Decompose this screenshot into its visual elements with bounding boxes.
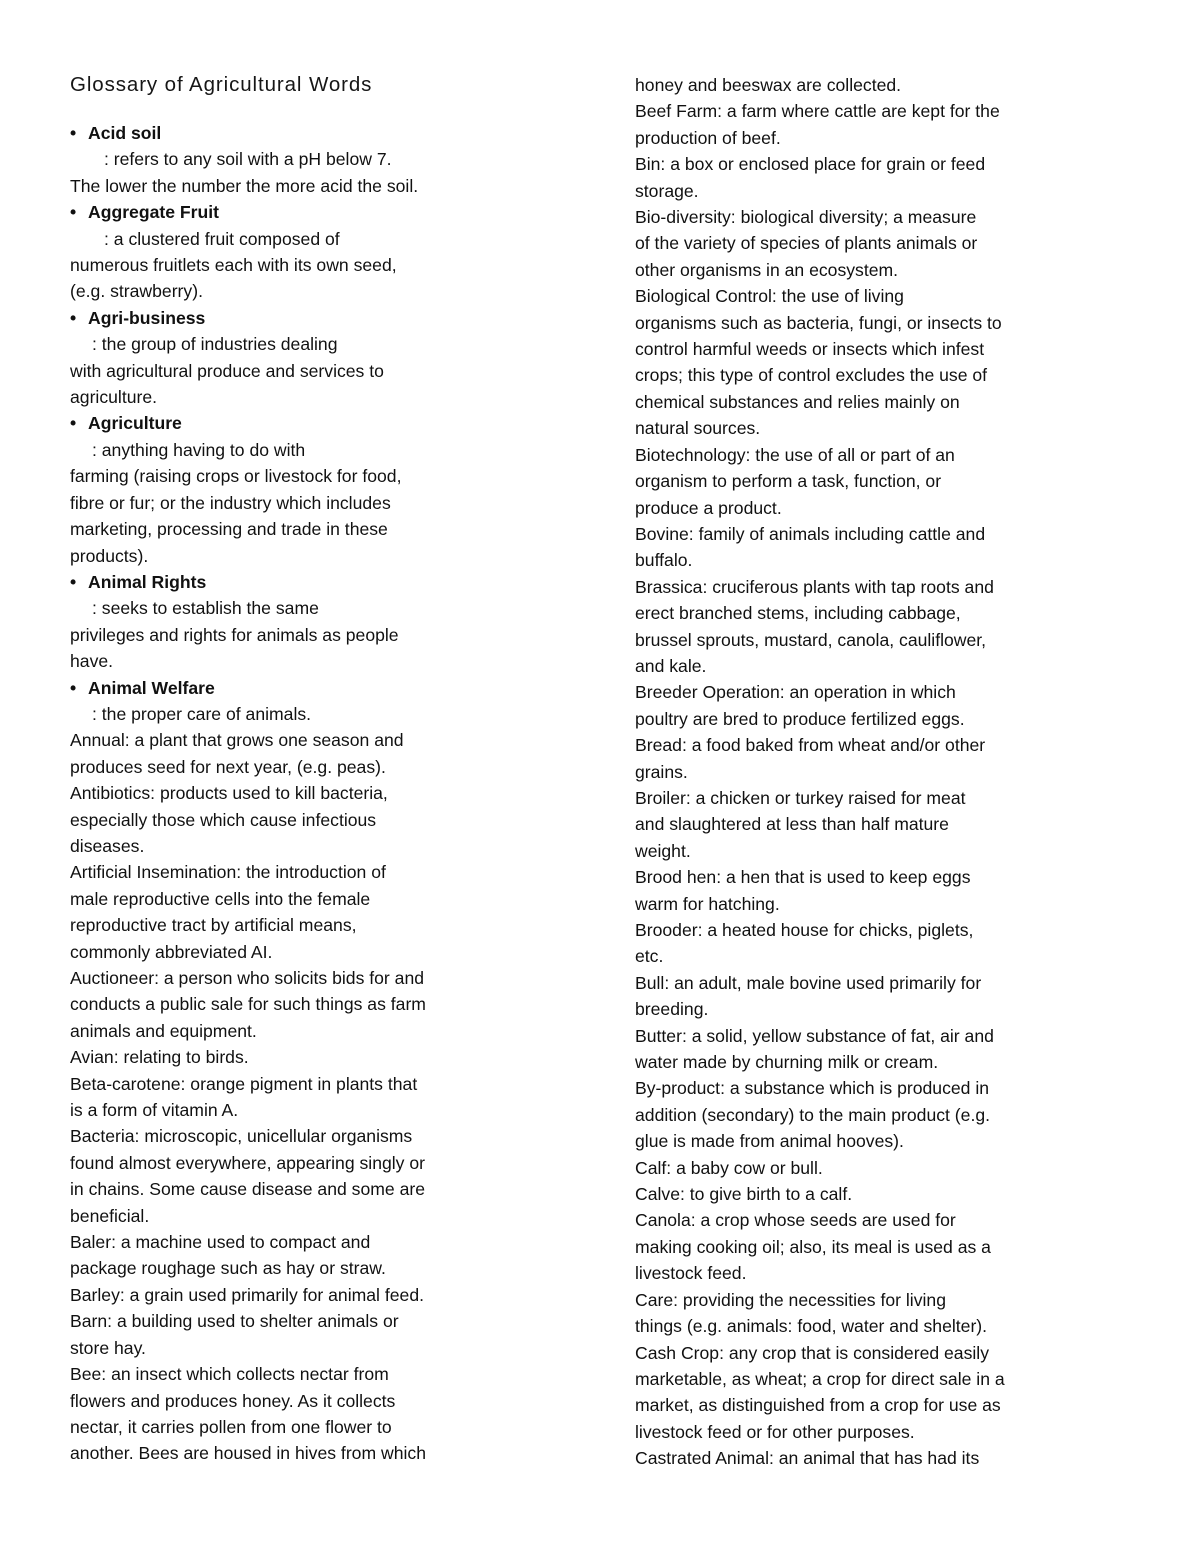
text-line: crops; this type of control excludes the use of (635, 365, 988, 386)
text-line: diseases. (70, 835, 145, 856)
glossary-definition: : the group of industries dealing (92, 334, 338, 355)
text-line: storage. (635, 180, 699, 201)
text-line: Canola: a crop whose seeds are used for (635, 1210, 956, 1231)
text-line: other organisms in an ecosystem. (635, 259, 899, 280)
text-line: warm for hatching. (635, 893, 780, 914)
glossary-entry (70, 120, 490, 199)
bullet-icon: • (70, 307, 77, 328)
text-line: commonly abbreviated AI. (70, 941, 273, 962)
text-line: Auctioneer: a person who solicits bids for and (70, 968, 425, 988)
text-line: Brassica: cruciferous plants with tap roots and (635, 576, 994, 597)
glossary-entry (70, 410, 490, 568)
text-line: brussel sprouts, mustard, canola, cauliflower, (635, 629, 987, 650)
bullet-icon: • (70, 123, 77, 143)
bullet-term-line (70, 120, 490, 146)
text-line: Broiler: a chicken or turkey raised for meat (635, 787, 966, 808)
text-line: Beta-carotene: orange pigment in plants that (70, 1073, 418, 1094)
text-line: Avian: relating to birds. (70, 1047, 249, 1068)
text-line: production of beef. (635, 127, 781, 148)
glossary-definition-line: fibre or fur; or the industry which includes (70, 492, 391, 513)
text-line: Annual: a plant that grows one season and (70, 730, 404, 751)
text-line: addition (secondary) to the main product (e.g. (635, 1104, 991, 1125)
text-line: Brood hen: a hen that is used to keep eggs (635, 867, 971, 888)
text-line: Calf: a baby cow or bull. (635, 1157, 823, 1178)
bulleted-term-list (70, 120, 490, 727)
text-line: store hay. (70, 1337, 146, 1358)
glossary-definition-line: privileges and rights for animals as people (70, 624, 399, 645)
text-line: especially those which cause infectious (70, 809, 377, 830)
text-line: grains. (635, 761, 688, 782)
text-line: another. Bees are housed in hives from which (70, 1443, 426, 1464)
text-line: Biotechnology: the use of all or part of an (635, 444, 955, 465)
text-line: erect branched stems, including cabbage, (635, 603, 961, 624)
text-line: By-product: a substance which is produced in (635, 1078, 990, 1099)
glossary-entry (70, 199, 490, 305)
text-line: Bovine: family of animals including cattle and (635, 523, 986, 544)
text-line: Castrated Animal: an animal that has had its (635, 1448, 980, 1469)
glossary-term: Agriculture (88, 413, 182, 434)
text-line: glue is made from animal hooves). (635, 1131, 904, 1152)
text-line: Barley: a grain used primarily for animal feed. (70, 1284, 424, 1305)
bullet-icon: • (70, 571, 77, 592)
text-line: of the variety of species of plants animals or (635, 233, 978, 254)
bullet-icon: • (70, 677, 77, 698)
text-line: Bio-diversity: biological diversity; a measure (635, 207, 977, 228)
text-line: etc. (635, 946, 664, 967)
text-line: control harmful weeds or insects which infest (635, 339, 985, 360)
glossary-definition: : seeks to establish the same (92, 598, 319, 619)
text-line: Breeder Operation: an operation in which (635, 682, 956, 703)
page-title: Glossary of Agricultural Words (70, 73, 373, 96)
bullet-term-line (70, 675, 490, 701)
text-line: produce a product. (635, 497, 782, 518)
text-line: Biological Control: the use of living (635, 286, 904, 307)
text-line: animals and equipment. (70, 1020, 257, 1041)
text-line: reproductive tract by artificial means, (70, 915, 357, 936)
text-line: buffalo. (635, 550, 693, 571)
text-line: is a form of vitamin A. (70, 1100, 239, 1121)
right-glossary-text (635, 72, 1075, 1472)
text-line: male reproductive cells into the female (70, 888, 371, 909)
glossary-term: Agri-business (88, 307, 206, 328)
bullet-icon: • (70, 202, 77, 223)
bullet-term-line (70, 569, 490, 595)
glossary-definition-line: have. (70, 651, 114, 672)
bullet-term-line (70, 410, 490, 436)
glossary-definition: : refers to any soil with a pH below 7. (104, 149, 392, 170)
glossary-term: Animal Rights (88, 571, 207, 592)
text-line: poultry are bred to produce fertilized eggs. (635, 708, 965, 729)
bullet-icon: • (70, 413, 77, 434)
bullet-term-line (70, 199, 490, 225)
right-column (635, 72, 1075, 1472)
text-line: Bacteria: microscopic, unicellular organisms (70, 1126, 413, 1147)
glossary-definition: : the proper care of animals. (92, 703, 312, 724)
text-line: flowers and produces honey. As it collects (70, 1390, 396, 1411)
glossary-term: Acid soil (88, 123, 162, 143)
text-line: Cash Crop: any crop that is considered easily (635, 1342, 990, 1363)
text-line: Bee: an insect which collects nectar from (70, 1364, 389, 1385)
text-line: package roughage such as hay or straw. (70, 1258, 386, 1279)
text-line: Calve: to give birth to a calf. (635, 1184, 853, 1205)
text-line: Butter: a solid, yellow substance of fat, air and (635, 1025, 994, 1046)
text-line: Antibiotics: products used to kill bacteria, (70, 783, 388, 804)
text-line: organisms such as bacteria, fungi, or insects to (635, 312, 1002, 333)
text-line: conducts a public sale for such things as farm (70, 994, 426, 1015)
text-line: market, as distinguished from a crop for use as (635, 1395, 1001, 1416)
left-glossary-text (70, 727, 490, 1466)
text-line: and kale. (635, 655, 707, 676)
text-line: Bull: an adult, male bovine used primarily for (635, 972, 982, 993)
glossary-definition-line: agriculture. (70, 387, 158, 408)
text-line: Bread: a food baked from wheat and/or other (635, 735, 986, 756)
text-line: honey and beeswax are collected. (635, 75, 902, 95)
glossary-term: Aggregate Fruit (88, 202, 219, 223)
glossary-entry (70, 305, 490, 411)
text-line: and slaughtered at less than half mature (635, 814, 949, 835)
text-line: Baler: a machine used to compact and (70, 1232, 371, 1253)
text-line: livestock feed. (635, 1263, 747, 1284)
glossary-definition-line: farming (raising crops or livestock for food, (70, 466, 402, 487)
text-line: beneficial. (70, 1205, 150, 1226)
glossary-definition-line: numerous fruitlets each with its own seed, (70, 255, 397, 276)
text-line: natural sources. (635, 418, 761, 439)
text-line: Beef Farm: a farm where cattle are kept for the (635, 101, 1000, 122)
glossary-definition-line: marketing, processing and trade in these (70, 519, 388, 540)
text-line: found almost everywhere, appearing singly or (70, 1152, 426, 1173)
glossary-definition: : anything having to do with (92, 439, 306, 460)
text-line: Bin: a box or enclosed place for grain or feed (635, 154, 986, 175)
glossary-entry (70, 675, 490, 728)
text-line: making cooking oil; also, its meal is used as a (635, 1236, 991, 1257)
text-line: Brooder: a heated house for chicks, piglets, (635, 920, 974, 940)
glossary-entry (70, 569, 490, 675)
text-line: water made by churning milk or cream. (635, 1052, 939, 1073)
glossary-definition-line: The lower the number the more acid the soil. (70, 175, 419, 196)
text-line: breeding. (635, 999, 709, 1020)
text-line: livestock feed or for other purposes. (635, 1421, 915, 1442)
text-line: organism to perform a task, function, or (635, 471, 942, 492)
left-column (70, 72, 490, 1467)
text-line: weight. (635, 840, 691, 861)
text-line: Care: providing the necessities for living (635, 1289, 946, 1310)
text-line: Barn: a building used to shelter animals or (70, 1311, 399, 1332)
glossary-definition-line: products). (70, 545, 149, 566)
text-line: nectar, it carries pollen from one flower to (70, 1416, 392, 1437)
text-line: produces seed for next year, (e.g. peas). (70, 756, 386, 777)
text-line: things (e.g. animals: food, water and shelter). (635, 1316, 988, 1337)
text-line: marketable, as wheat; a crop for direct sale in a (635, 1368, 1005, 1389)
text-line: in chains. Some cause disease and some are (70, 1179, 426, 1200)
bullet-term-line (70, 305, 490, 331)
glossary-definition-line: with agricultural produce and services to (70, 360, 384, 381)
glossary-definition: : a clustered fruit composed of (104, 228, 340, 249)
text-line: Artificial Insemination: the introduction of (70, 862, 386, 883)
text-line: chemical substances and relies mainly on (635, 391, 960, 412)
glossary-definition-line: (e.g. strawberry). (70, 281, 203, 302)
glossary-term: Animal Welfare (88, 677, 215, 698)
